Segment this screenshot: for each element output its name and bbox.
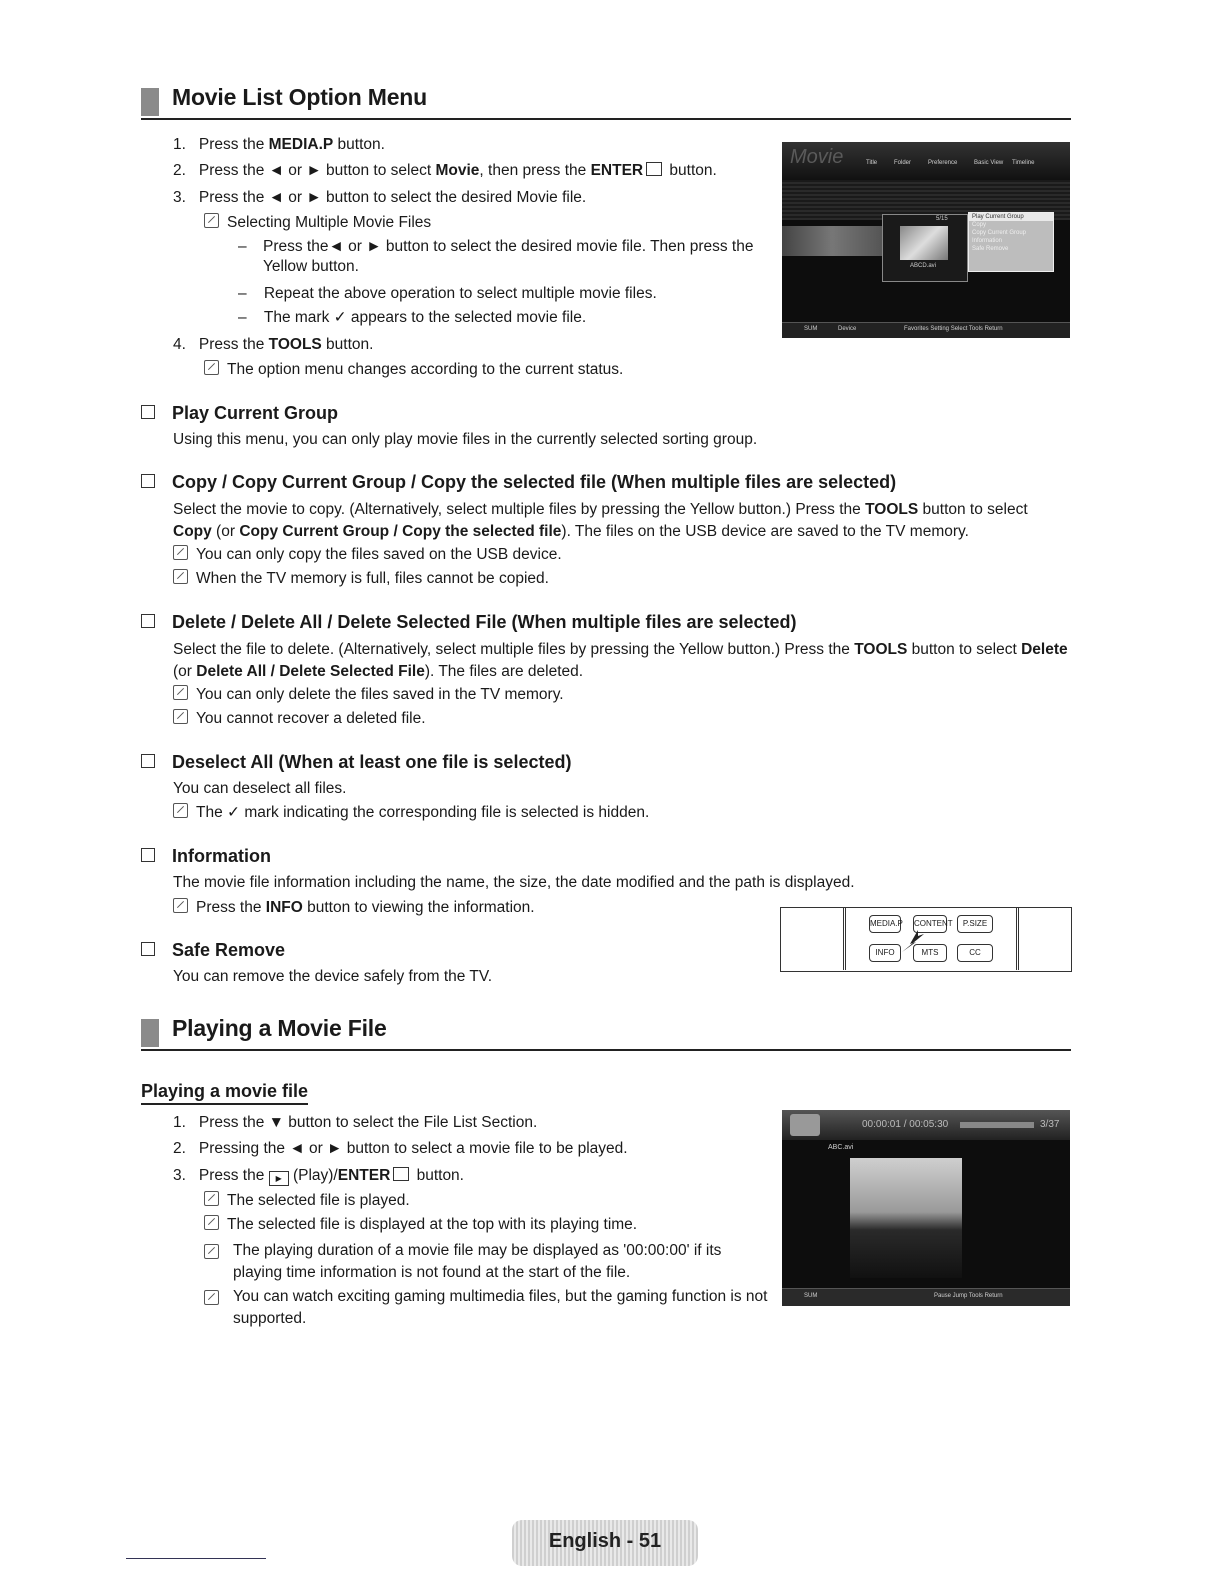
tv-selected-thumb — [900, 226, 948, 260]
step-4: 4. Press the TOOLS button. — [173, 336, 374, 353]
note-icon — [173, 569, 188, 584]
section-title: Playing a Movie File — [172, 1015, 387, 1041]
tv-menu-item[interactable]: Play Current Group — [969, 213, 1053, 221]
tv-menu-item[interactable]: Copy Current Group — [972, 230, 1027, 236]
desc-delete: Select the file to delete. (Alternatively, select multiple files by pressing the Yellow button.) Press the TOOLS button to select Delete (or Delete All / Delete Selected File). The files are deleted. — [173, 641, 1068, 680]
note-deselect: The ✓ mark indicating the corresponding file is selected is hidden. — [173, 803, 649, 823]
section-bar — [141, 88, 159, 116]
movie-icon — [790, 1114, 820, 1136]
checkbox-icon — [141, 614, 155, 628]
play-step-2: 2. Pressing the ◄ or ► button to select a movie file to be played. — [173, 1140, 628, 1157]
tv-bottom-controls: Favorites Setting Select Tools Return — [904, 326, 1003, 332]
note-icon — [173, 803, 188, 818]
note-multiple: Selecting Multiple Movie Files — [204, 213, 431, 233]
tv-play-bottom-sum: SUM — [804, 1293, 818, 1299]
tv-playing-screenshot — [782, 1110, 1070, 1306]
note-icon — [204, 1290, 219, 1305]
desc-deselect: You can deselect all files. — [173, 780, 347, 797]
page-number: English - 51 — [548, 1530, 662, 1552]
subtitle-playing-movie-file: Playing a movie file — [141, 1081, 308, 1105]
tv-count: 5/15 — [936, 216, 948, 222]
tv-play-bottom-controls: Pause Jump Tools Return — [934, 1293, 1003, 1299]
note-icon — [204, 360, 219, 375]
dash-1: – Press the◄ or ► button to select the desired movie file. Then press the Yellow button. — [238, 238, 754, 275]
remote-key-info: INFO — [869, 944, 901, 962]
checkbox-icon — [141, 942, 155, 956]
page-number-badge — [512, 1520, 698, 1566]
tv-movie-list-screenshot: Movie Title Folder Preference Basic View Timeline 5/15 ABCD.avi Play Current Group Copy Copy Current Group Information Safe Remove SUM Device Favorites Setting Select Tools Return — [782, 142, 1070, 338]
play-note-2: The selected file is displayed at the top with its playing time. — [204, 1215, 637, 1235]
tv-play-time: 00:00:01 / 00:05:30 — [862, 1119, 949, 1130]
tv-menu-item[interactable]: Safe Remove — [972, 246, 1009, 252]
note-icon — [173, 685, 188, 700]
note-icon — [204, 213, 219, 228]
footer-rule — [126, 1558, 266, 1559]
note-copy-2: When the TV memory is full, files cannot be copied. — [173, 569, 549, 589]
note-information: Press the INFO button to viewing the information. — [173, 898, 535, 918]
play-note-4: You can watch exciting gaming multimedia files, but the gaming function is not supported. — [204, 1286, 774, 1330]
tv-title: Movie — [790, 146, 844, 168]
enter-icon — [393, 1167, 409, 1181]
remote-key-content: CONTENT — [913, 915, 947, 933]
step-2: 2. Press the ◄ or ► button to select Movie, then press the ENTER button. — [173, 162, 717, 179]
tv-menu-item[interactable]: Information — [972, 238, 1003, 244]
desc-safe-remove: You can remove the device safely from the TV. — [173, 968, 493, 985]
tv-progress-bar — [960, 1122, 1034, 1128]
note-icon — [173, 545, 188, 560]
play-icon: ▶ — [269, 1171, 289, 1186]
note-delete-1: You can only delete the files saved in the TV memory. — [173, 685, 564, 705]
play-note-1: The selected file is played. — [204, 1191, 410, 1211]
heading-safe-remove: Safe Remove — [141, 940, 285, 961]
section-title: Movie List Option Menu — [172, 84, 427, 110]
dash-3: – The mark ✓ appears to the selected movie file. — [238, 309, 587, 326]
checkbox-icon — [141, 405, 155, 419]
check-mark-icon: ✓ — [333, 309, 347, 326]
note-icon — [204, 1191, 219, 1206]
checkbox-icon — [141, 474, 155, 488]
section-bar — [141, 1019, 159, 1047]
tv-thumbnails — [782, 226, 882, 256]
remote-note-icon — [173, 898, 188, 913]
checkbox-icon — [141, 848, 155, 862]
remote-key-mts: MTS — [913, 944, 947, 962]
note-icon — [173, 709, 188, 724]
play-step-3: 3. Press the ▶ (Play)/ENTER button. — [173, 1167, 464, 1184]
note-icon — [204, 1215, 219, 1230]
tv-bottom-device: Device — [838, 326, 857, 332]
tv-file-label: ABCD.avi — [910, 263, 937, 269]
heading-delete: Delete / Delete All / Delete Selected File (When multiple files are selected) — [141, 612, 797, 633]
play-note-3: The playing duration of a movie file may be displayed as '00:00:00' if its playing time information is not found at the start of the file. — [204, 1240, 744, 1284]
section-header-movie-list — [141, 86, 1071, 120]
checkbox-icon — [141, 754, 155, 768]
note-icon — [204, 1244, 219, 1259]
remote-key-p-size: P.SIZE — [957, 915, 993, 933]
heading-information: Information — [141, 846, 271, 867]
heading-copy: Copy / Copy Current Group / Copy the selected file (When multiple files are selected) — [141, 472, 896, 493]
tv-play-count: 3/37 — [1040, 1119, 1060, 1130]
pointer-arrow-icon — [896, 930, 926, 952]
enter-icon — [646, 162, 662, 176]
desc-play-current-group: Using this menu, you can only play movie files in the currently selected sorting group. — [173, 431, 758, 448]
remote-key-media-p: MEDIA.P — [869, 915, 901, 933]
tv-bottom-sum: SUM — [804, 326, 818, 332]
tv-option-menu — [968, 212, 1054, 272]
remote-key-cc: CC — [957, 944, 993, 962]
desc-information: The movie file information including the name, the size, the date modified and the path is displayed. — [173, 874, 855, 891]
play-step-1: 1. Press the ▼ button to select the File List Section. — [173, 1114, 538, 1131]
note-option: The option menu changes according to the current status. — [204, 360, 623, 380]
note-copy-1: You can only copy the files saved on the USB device. — [173, 545, 562, 565]
note-delete-2: You cannot recover a deleted file. — [173, 709, 426, 729]
step-1: 1. Press the MEDIA.P button. — [173, 136, 385, 153]
tv-play-bottom-bar — [782, 1288, 1070, 1306]
section-header-playing-movie — [141, 1017, 1071, 1051]
heading-play-current-group: Play Current Group — [141, 403, 338, 424]
tv-play-file: ABC.avi — [828, 1144, 854, 1151]
dash-2: – Repeat the above operation to select multiple movie files. — [238, 285, 657, 302]
tv-menu-item[interactable]: Copy — [972, 222, 987, 228]
desc-copy: Select the movie to copy. (Alternatively, select multiple files by pressing the Yellow button.) Press the TOOLS button to select Copy (or Copy Current Group / Copy the selected file). The files on the USB device are saved to the TV memory. — [173, 501, 1028, 540]
tv-palm-image — [850, 1158, 962, 1278]
heading-deselect-all: Deselect All (When at least one file is selected) — [141, 752, 571, 773]
check-mark-icon: ✓ — [227, 804, 241, 821]
step-3: 3. Press the ◄ or ► button to select the desired Movie file. — [173, 189, 587, 206]
remote-illustration — [780, 907, 1072, 972]
